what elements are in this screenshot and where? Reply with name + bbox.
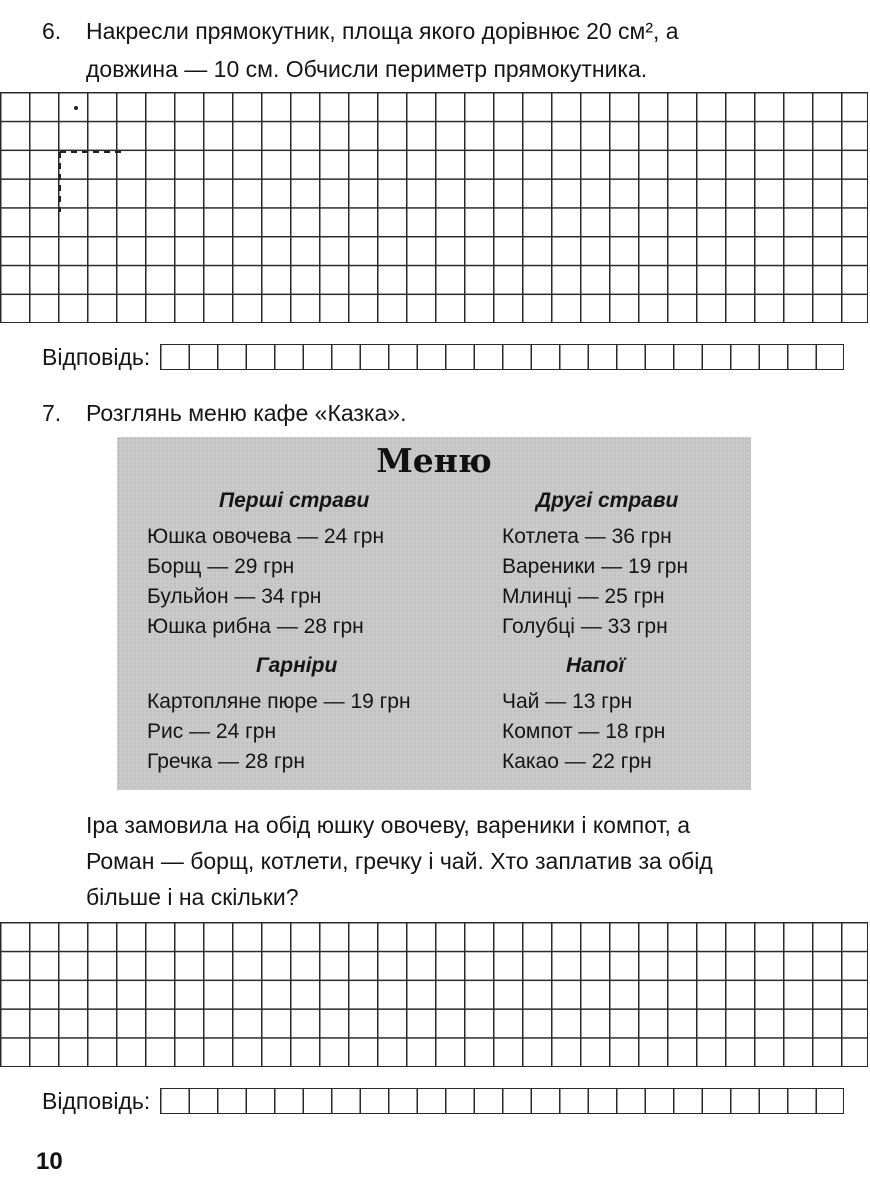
menu-item: Юшка овочева — 24 грн xyxy=(147,525,385,548)
work-grid-task-7[interactable] xyxy=(0,922,868,1067)
menu-section-title: Напої xyxy=(566,654,625,677)
task-7-intro: Розглянь меню кафе «Казка». xyxy=(86,400,407,426)
menu-item: Картопляне пюре — 19 грн xyxy=(147,690,411,713)
menu-item: Бульйон — 34 грн xyxy=(147,585,322,608)
menu-item: Юшка рибна — 28 грн xyxy=(147,615,364,638)
task-6-number: 6. xyxy=(42,18,62,44)
menu-item: Млинці — 25 грн xyxy=(502,585,665,608)
answer-boxes-task-7[interactable] xyxy=(160,1088,844,1114)
menu-section-title: Гарніри xyxy=(256,654,338,677)
menu-item: Чай — 13 грн xyxy=(502,690,633,713)
task-7-question-line-3: більше і на скільки? xyxy=(86,884,299,910)
menu-card xyxy=(117,437,751,790)
task-6-line-2: довжина — 10 см. Обчисли периметр прямокутника. xyxy=(86,56,648,82)
task-7-number: 7. xyxy=(42,400,62,426)
work-grid-task-6[interactable] xyxy=(0,92,868,323)
task-7-question-line-1: Іра замовила на обід юшку овочеву, вареники і компот, а xyxy=(86,812,691,838)
answer-label: Відповідь: xyxy=(42,1087,151,1114)
menu-item: Борщ — 29 грн xyxy=(147,555,295,578)
answer-row-task-7 xyxy=(42,1086,844,1116)
menu-title: Меню xyxy=(376,441,492,480)
pencil-sketch xyxy=(0,92,868,323)
menu-item: Рис — 24 грн xyxy=(147,720,277,743)
menu-item: Котлета — 36 грн xyxy=(502,525,672,548)
task-6-line-1: Накресли прямокутник, площа якого дорівнює 20 см², а xyxy=(86,18,679,44)
menu-item: Гречка — 28 грн xyxy=(147,750,305,773)
menu-item: Компот — 18 грн xyxy=(502,720,666,743)
answer-boxes-task-6[interactable] xyxy=(160,344,844,370)
menu-item: Вареники — 19 грн xyxy=(502,555,689,578)
menu-section-title: Перші страви xyxy=(219,489,370,512)
menu-item: Какао — 22 грн xyxy=(502,750,652,773)
page-number: 10 xyxy=(36,1148,63,1175)
answer-row-task-6 xyxy=(42,342,844,372)
menu-section-title: Другі страви xyxy=(536,489,679,512)
answer-label: Відповідь: xyxy=(42,343,151,370)
task-7-question-line-2: Роман — борщ, котлети, гречку і чай. Хто заплатив за обід xyxy=(86,848,713,874)
menu-item: Голубці — 33 грн xyxy=(502,615,668,638)
